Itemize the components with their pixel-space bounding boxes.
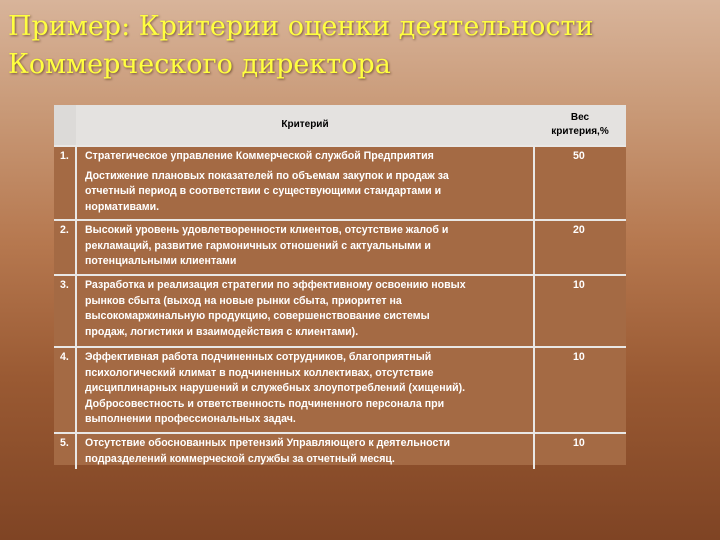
criterion-line: психологический климат в подчиненных коллективах, отсутствие xyxy=(85,366,434,379)
header-number xyxy=(54,105,76,146)
criterion-line: Стратегическое управление Коммерческой службой Предприятия xyxy=(85,150,434,162)
criterion-line: продаж, логистики и взаимодействия с клиентами). xyxy=(85,325,359,338)
row-criterion xyxy=(76,146,534,220)
header-weight-line2: критерия,% xyxy=(551,126,609,137)
criterion-line: дисциплинарных нарушений и служебных злоупотреблений (хищений). xyxy=(85,382,466,395)
criterion-line: выполнении профессиональных задач. xyxy=(85,413,296,426)
criterion-line: Достижение плановых показателей по объемам закупок и продаж за xyxy=(85,169,449,182)
row-number: 5. xyxy=(54,433,76,469)
table-row xyxy=(54,275,626,347)
criterion-line: Эффективная работа подчиненных сотрудников, благоприятный xyxy=(85,351,432,363)
row-weight: 10 xyxy=(573,279,585,291)
row-number: 4. xyxy=(54,347,76,433)
row-weight: 20 xyxy=(573,224,585,236)
criterion-line: отчетный период в соответствии с существующими стандартами и xyxy=(85,185,442,198)
criterion-line: Разработка и реализация стратегии по эффективному освоению новых xyxy=(85,279,466,291)
header-weight-line1: Вес xyxy=(570,112,590,123)
table-row xyxy=(54,146,626,220)
criterion-line: Добросовестность и ответственность подчиненного персонала при xyxy=(85,397,445,410)
header-criterion: Критерий xyxy=(76,105,534,146)
criterion-line: потенциальными клиентами xyxy=(85,255,237,268)
row-number: 3. xyxy=(54,275,76,347)
row-weight: 10 xyxy=(573,351,585,363)
slide-title: Пример: Критерии оценки деятельности Коммерческого директора xyxy=(8,11,594,80)
table-row xyxy=(54,220,626,275)
table-header-row xyxy=(54,105,626,146)
row-criterion xyxy=(76,220,534,275)
table-row xyxy=(54,433,626,469)
header-weight xyxy=(534,105,626,146)
criterion-line: рынков сбыта (выход на новые рынки сбыта, приоритет на xyxy=(85,294,402,307)
table-row xyxy=(54,347,626,433)
criterion-line: Отсутствие обоснованных претензий Управляющего к деятельности xyxy=(85,437,451,449)
row-number: 2. xyxy=(54,220,76,275)
row-number: 1. xyxy=(54,146,76,220)
criterion-line: подразделений коммерческой службы за отчетный месяц. xyxy=(85,452,395,465)
row-criterion xyxy=(76,433,534,469)
row-weight: 50 xyxy=(573,150,585,162)
criterion-line: Высокий уровень удовлетворенности клиентов, отсутствие жалоб и xyxy=(85,224,449,236)
row-criterion xyxy=(76,347,534,433)
row-criterion xyxy=(76,275,534,347)
criterion-line: нормативами. xyxy=(85,200,160,213)
row-weight: 10 xyxy=(573,437,585,449)
criterion-line: рекламаций, развитие гармоничных отношений с актуальными и xyxy=(85,239,431,252)
criterion-line: высокомаржинальную продукцию, совершенствование системы xyxy=(85,310,430,323)
criteria-table xyxy=(54,105,626,465)
